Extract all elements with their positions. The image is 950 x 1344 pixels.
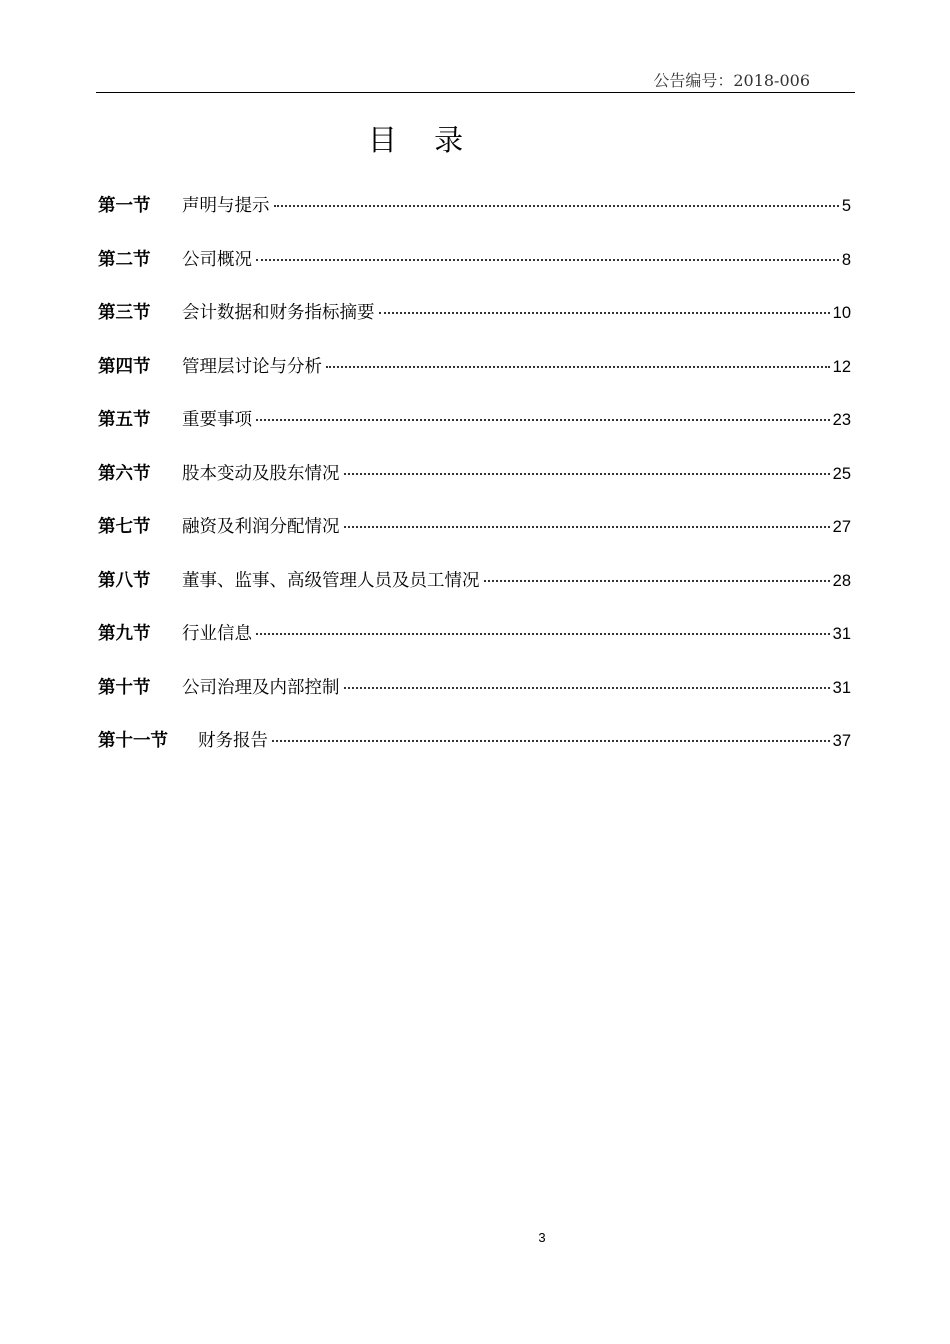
toc-section-label: 第十一节 [98, 731, 168, 751]
toc-entry-5[interactable] [98, 400, 851, 454]
toc-heading: 股本变动及股东情况 [182, 463, 340, 484]
page-number: 3 [538, 1230, 546, 1245]
toc-page-number: 27 [832, 518, 851, 536]
toc-entry-9[interactable] [98, 614, 851, 668]
toc-section-label: 第七节 [98, 517, 151, 537]
toc-dot-leader [256, 259, 839, 261]
toc-heading: 财务报告 [198, 731, 268, 751]
toc-heading: 重要事项 [182, 410, 252, 430]
toc-page-number: 10 [832, 304, 851, 322]
toc-dot-leader [326, 366, 830, 368]
toc-heading: 行业信息 [182, 624, 252, 644]
toc-page-number: 5 [841, 197, 851, 215]
toc-page-number: 37 [832, 732, 851, 750]
toc-page-number: 28 [832, 571, 851, 590]
toc-dot-leader [272, 740, 830, 742]
toc-entry-4[interactable] [98, 347, 851, 401]
toc-dot-leader [484, 580, 830, 582]
toc-section-label: 第十节 [98, 677, 151, 698]
toc-page-number: 25 [832, 464, 851, 483]
toc-entry-8[interactable] [98, 561, 851, 615]
toc-section-label: 第三节 [98, 303, 151, 323]
toc-page-number: 31 [832, 678, 851, 697]
toc-page-number: 23 [832, 411, 851, 429]
toc-section-label: 第六节 [98, 463, 151, 484]
toc-section-label: 第九节 [98, 624, 151, 644]
toc-entry-1[interactable] [98, 186, 851, 240]
toc-dot-leader [344, 526, 830, 528]
toc-page-number: 12 [832, 357, 851, 376]
toc-dot-leader [379, 312, 830, 314]
toc-heading: 董事、监事、高级管理人员及员工情况 [182, 570, 480, 591]
toc-heading: 声明与提示 [182, 196, 270, 216]
toc-entry-3[interactable] [98, 293, 851, 347]
toc-dot-leader [344, 687, 830, 689]
toc-heading: 管理层讨论与分析 [182, 356, 322, 377]
toc-dot-leader [256, 419, 830, 421]
toc-section-label: 第五节 [98, 410, 151, 430]
toc-entry-2[interactable] [98, 240, 851, 294]
toc-heading: 融资及利润分配情况 [182, 517, 340, 537]
toc-section-label: 第八节 [98, 570, 151, 591]
toc-heading: 会计数据和财务指标摘要 [182, 303, 375, 323]
toc-heading: 公司治理及内部控制 [182, 677, 340, 698]
table-of-contents [98, 186, 851, 775]
toc-page-number: 8 [841, 250, 851, 269]
toc-section-label: 第一节 [98, 196, 151, 216]
toc-title: 目 录 [367, 123, 478, 157]
toc-page-number: 31 [832, 625, 851, 643]
toc-heading: 公司概况 [182, 249, 252, 270]
header-rule [96, 92, 855, 93]
toc-entry-11[interactable] [98, 721, 851, 775]
toc-dot-leader [344, 473, 830, 475]
toc-entry-6[interactable] [98, 454, 851, 508]
toc-entry-10[interactable] [98, 668, 851, 722]
notice-number: 公告编号：2018-006 [653, 71, 810, 90]
toc-section-label: 第四节 [98, 356, 151, 377]
toc-dot-leader [256, 633, 830, 635]
toc-section-label: 第二节 [98, 249, 151, 270]
toc-entry-7[interactable] [98, 507, 851, 561]
toc-dot-leader [274, 205, 839, 207]
